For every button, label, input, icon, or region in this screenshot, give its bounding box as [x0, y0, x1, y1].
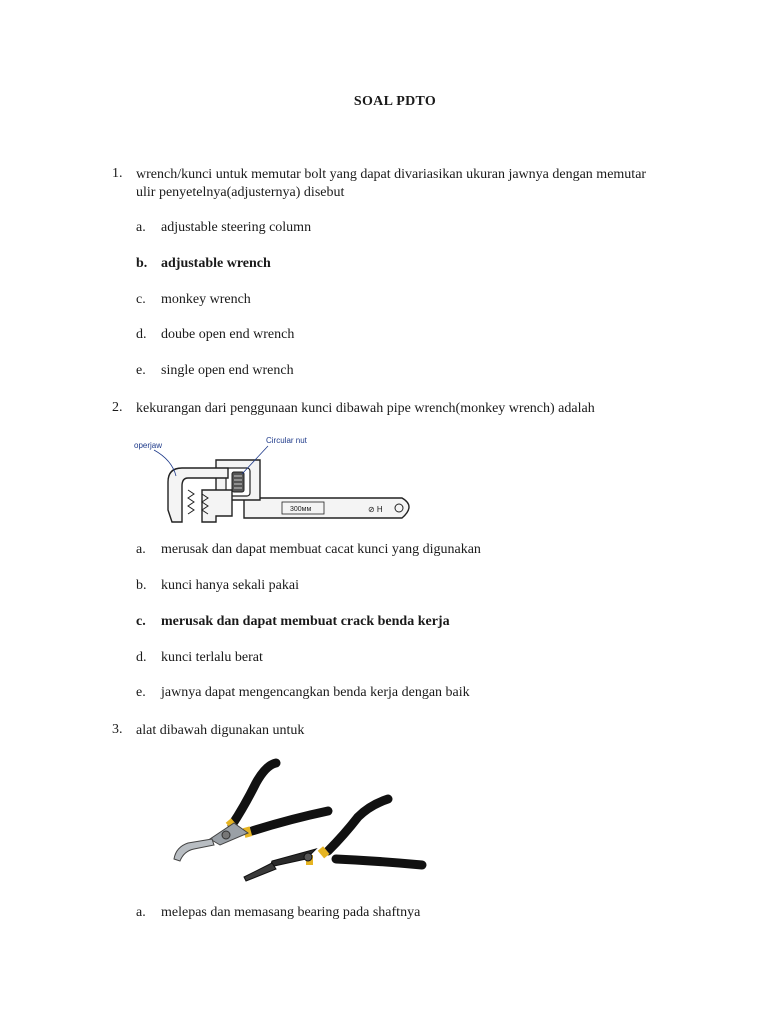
option-letter: d. — [136, 327, 147, 342]
option-letter: d. — [136, 650, 147, 665]
option-text-correct: adjustable wrench — [161, 256, 271, 271]
option-text: single open end wrench — [161, 363, 294, 378]
option-text: melepas dan memasang bearing pada shaftnya — [161, 905, 421, 920]
jaw-label: operjaw — [134, 441, 163, 450]
option-letter: a. — [136, 542, 146, 557]
option-letter: e. — [136, 685, 146, 700]
question-text: alat dibawah digunakan untuk — [136, 723, 305, 738]
question-number: 3. — [112, 722, 123, 737]
option-letter: b. — [136, 578, 147, 593]
pipe-wrench-image — [132, 430, 422, 530]
page-title: SOAL PDTO — [353, 94, 437, 109]
option-text: doube open end wrench — [161, 327, 295, 342]
option-text: adjustable steering column — [161, 220, 312, 235]
option-text: kunci hanya sekali pakai — [161, 578, 300, 593]
option-text: monkey wrench — [161, 292, 251, 307]
question-number: 2. — [112, 400, 123, 415]
svg-text:⊘ H: ⊘ H — [368, 505, 383, 514]
option-text-correct: merusak dan dapat membuat crack benda kerja — [161, 614, 450, 629]
circular-nut-label: Circular nut — [266, 436, 307, 445]
option-text: merusak dan dapat membuat cacat kunci yang digunakan — [161, 542, 481, 557]
wrench-size-label: 300мм — [290, 506, 312, 513]
option-letter: c. — [136, 614, 146, 629]
question-number: 1. — [112, 166, 123, 181]
question-text: kekurangan dari penggunaan kunci dibawah pipe wrench(monkey wrench) adalah — [136, 401, 595, 416]
option-text: jawnya dapat mengencangkan benda kerja dengan baik — [161, 685, 470, 700]
option-letter: a. — [136, 220, 146, 235]
option-letter: b. — [136, 256, 148, 271]
snap-ring-pliers-image — [160, 755, 430, 890]
option-letter: a. — [136, 905, 146, 920]
option-letter: c. — [136, 292, 146, 307]
option-text: kunci terlalu berat — [161, 650, 263, 665]
option-letter: e. — [136, 363, 146, 378]
question-text: wrench/kunci untuk memutar bolt yang dapat divariasikan ukuran jawnya dengan memutar ulir penyetelnya(adjusternya) disebut — [136, 167, 647, 200]
